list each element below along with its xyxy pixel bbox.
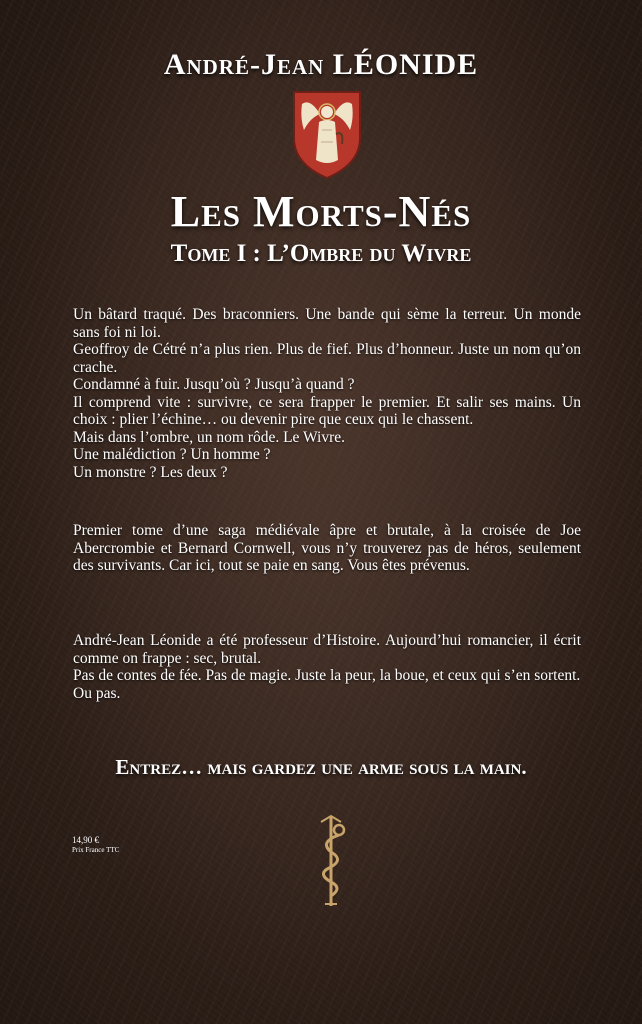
synopsis-line: Condamné à fuir. Jusqu’où ? Jusqu’à quand ? [73,376,355,393]
author-bio [73,632,581,702]
author-name: André-Jean LÉONIDE [163,48,479,81]
series-description-text: Premier tome d’une saga médiévale âpre et brutale, à la croisée de Joe Abercrombie et Bernard Cornwell, vous n’y trouverez pas de héros, seulement des survivants. Car ici, tout se paie en sang. Vous êtes prévenus. [73,522,581,574]
angel-crest-icon [292,90,362,180]
synopsis-line: Un bâtard traqué. Des braconniers. Une bande qui sème la terreur. Un monde sans foi ni loi. [73,306,581,341]
synopsis-line: Il comprend vite : survivre, ce sera frapper le premier. Et salir ses mains. Un choix : plier l’échine… ou devenir pire que ceux qui le chassent. [73,393,581,428]
bio-line: Pas de contes de fée. Pas de magie. Juste la peur, la boue, et ceux qui s’en sortent. [73,667,581,684]
staff-serpent-logo-icon [309,812,353,910]
tagline: Entrez… mais gardez une arme sous la main. [115,755,527,779]
synopsis-line: Une malédiction ? Un homme ? [73,446,271,463]
synopsis-line: Mais dans l’ombre, un nom rôde. Le Wivre. [73,428,345,446]
bio-line: André-Jean Léonide a été professeur d’Histoire. Aujourd’hui romancier, il écrit comme on frappe : sec, brutal. [73,632,581,667]
series-description [73,522,581,575]
synopsis [73,306,581,481]
book-subtitle: Tome I : L’Ombre du Wivre [170,240,472,267]
book-title: Les Morts-Nés [170,187,472,236]
synopsis-line: Un monstre ? Les deux ? [73,463,228,481]
price: 14,90 € [72,835,99,845]
synopsis-line: Geoffroy de Cétré n’a plus rien. Plus de fief. Plus d’honneur. Juste un nom qu’on crache. [73,341,581,376]
bio-line: Ou pas. [73,684,121,702]
price-note: Prix France TTC [72,846,120,854]
